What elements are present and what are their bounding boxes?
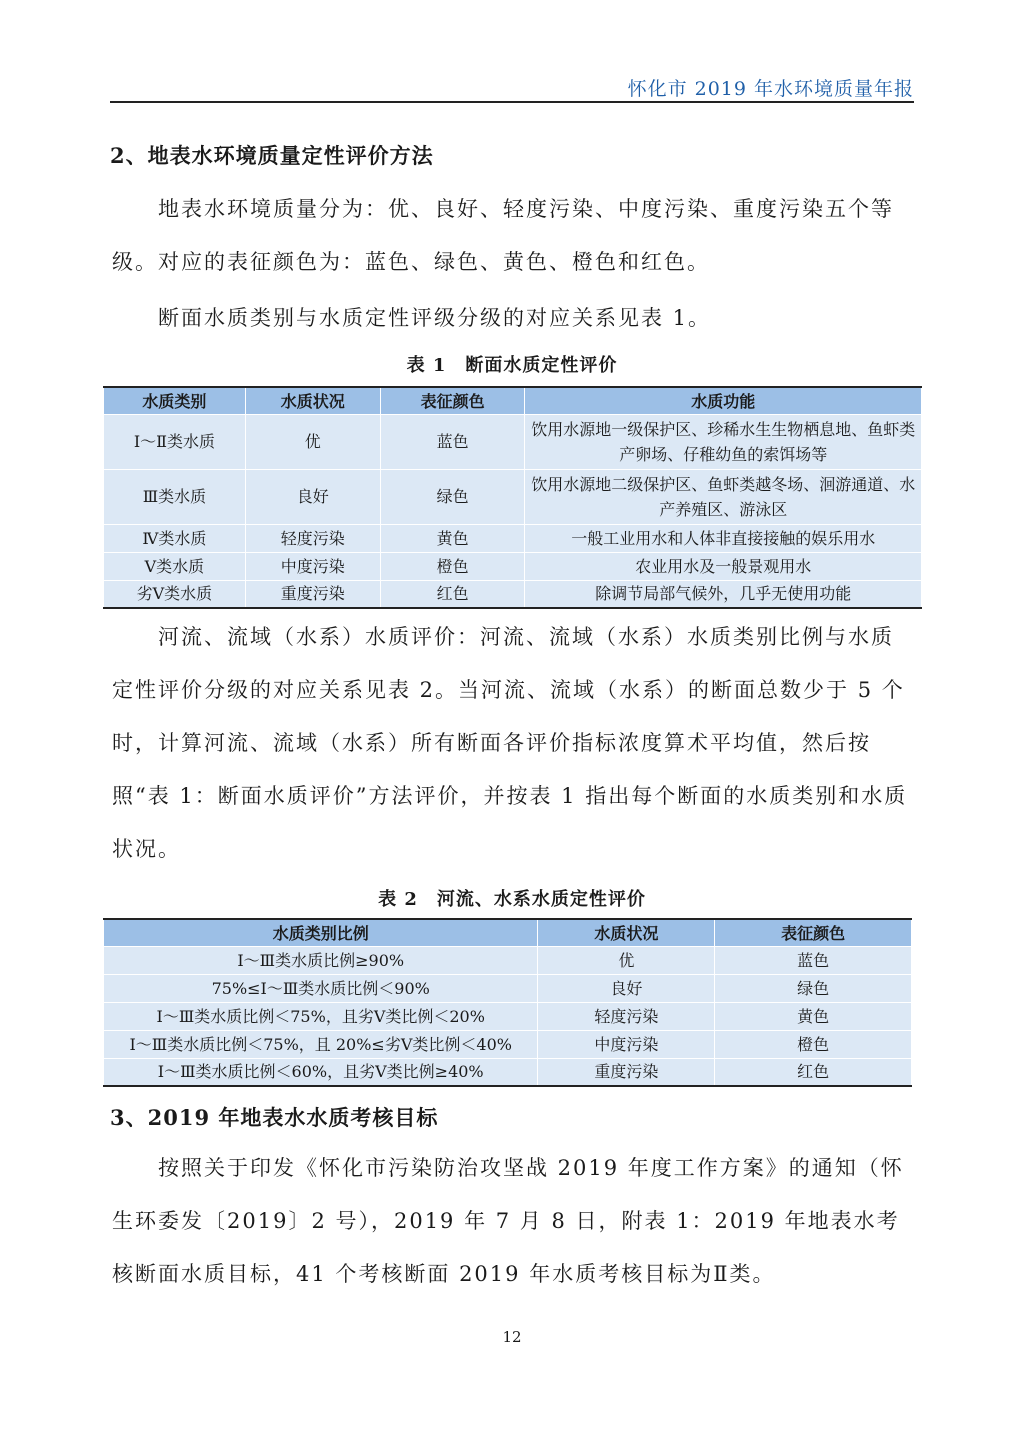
table2-cell: 黄色 <box>715 1002 912 1030</box>
table2-header: 表征颜色 <box>715 919 912 946</box>
table1-header: 水质功能 <box>525 387 922 414</box>
table-row <box>104 552 922 580</box>
section2-paragraph-1: 地表水环境质量分为：优、良好、轻度污染、中度污染、重度污染五个等级。对应的表征颜色为：蓝色、绿色、黄色、橙色和红色。 <box>112 197 894 274</box>
table1-cell: 重度污染 <box>245 580 380 608</box>
section3-paragraph: 按照关于印发《怀化市污染防治攻坚战 2019 年度工作方案》的通知（怀生环委发〔2019〕2 号），2019 年 7 月 8 日，附表 1：2019 年地表水考核断面水质目标，41 个考核断面 2019 年水质考核目标为Ⅱ类。 <box>112 1156 904 1286</box>
table2-cell: Ⅰ～Ⅲ类水质比例＜75%，且劣Ⅴ类比例＜20% <box>104 1002 538 1030</box>
table-row <box>104 974 912 1002</box>
table1-cell: 农业用水及一般景观用水 <box>525 552 922 580</box>
section3-heading: 3、2019 年地表水水质考核目标 <box>110 1105 439 1130</box>
table1-cell: Ⅳ类水质 <box>104 524 246 552</box>
table1-cell: 优 <box>245 414 380 469</box>
table1-cell: 劣Ⅴ类水质 <box>104 580 246 608</box>
page-header-title: 怀化市 2019 年水环境质量年报 <box>627 78 914 100</box>
header-rule <box>110 101 914 103</box>
table2-cell: 橙色 <box>715 1030 912 1058</box>
table1-caption: 表 1 断面水质定性评价 <box>406 355 618 376</box>
table1-cell: 绿色 <box>380 469 525 524</box>
table1-cell: Ⅴ类水质 <box>104 552 246 580</box>
table1-cell: 红色 <box>380 580 525 608</box>
table1-header: 表征颜色 <box>380 387 525 414</box>
table2-header: 水质类别比例 <box>104 919 538 946</box>
table1-header: 水质类别 <box>104 387 246 414</box>
table-row <box>104 1002 912 1030</box>
table2-cell: 优 <box>538 946 715 974</box>
table2-cell: 重度污染 <box>538 1058 715 1086</box>
table1-cell: 饮用水源地二级保护区、鱼虾类越冬场、洄游通道、水产养殖区、游泳区 <box>525 469 922 524</box>
table2-cell: 红色 <box>715 1058 912 1086</box>
page-number: 12 <box>502 1328 522 1346</box>
table2-cell: Ⅰ～Ⅲ类水质比例＜60%，且劣Ⅴ类比例≥40% <box>104 1058 538 1086</box>
table-row <box>104 524 922 552</box>
table1-cell: 一般工业用水和人体非直接接触的娱乐用水 <box>525 524 922 552</box>
table-row <box>104 414 922 469</box>
table2 <box>103 918 912 1087</box>
table1-cell: 除调节局部气候外，几乎无使用功能 <box>525 580 922 608</box>
table1-header: 水质状况 <box>245 387 380 414</box>
table2-cell: 良好 <box>538 974 715 1002</box>
table1-cell: Ⅲ类水质 <box>104 469 246 524</box>
table1-cell: 黄色 <box>380 524 525 552</box>
table2-header: 水质状况 <box>538 919 715 946</box>
table1-cell: 蓝色 <box>380 414 525 469</box>
table-row <box>104 1030 912 1058</box>
table-row <box>104 580 922 608</box>
table-row <box>104 1058 912 1086</box>
table2-cell: 轻度污染 <box>538 1002 715 1030</box>
table-row <box>104 469 922 524</box>
table1-cell: Ⅰ～Ⅱ类水质 <box>104 414 246 469</box>
section2-paragraph-2: 断面水质类别与水质定性评级分级的对应关系见表 1。 <box>158 306 712 330</box>
table2-cell: Ⅰ～Ⅲ类水质比例≥90% <box>104 946 538 974</box>
table-row <box>104 946 912 974</box>
table2-caption: 表 2 河流、水系水质定性评价 <box>378 889 646 910</box>
table2-cell: Ⅰ～Ⅲ类水质比例＜75%，且 20%≤劣Ⅴ类比例＜40% <box>104 1030 538 1058</box>
table1 <box>103 386 922 609</box>
table2-cell: 中度污染 <box>538 1030 715 1058</box>
table2-cell: 75%≤Ⅰ～Ⅲ类水质比例＜90% <box>104 974 538 1002</box>
table1-cell: 良好 <box>245 469 380 524</box>
section2-heading: 2、地表水环境质量定性评价方法 <box>110 143 434 168</box>
table2-cell: 绿色 <box>715 974 912 1002</box>
table2-cell: 蓝色 <box>715 946 912 974</box>
table1-cell: 橙色 <box>380 552 525 580</box>
river-evaluation-paragraph: 河流、流域（水系）水质评价：河流、流域（水系）水质类别比例与水质定性评价分级的对应关系见表 2。当河流、流域（水系）的断面总数少于 5 个时，计算河流、流域（水系）所有断面各评价指标浓度算术平均值，然后按照“表 1：断面水质评价”方法评价，并按表 1 指出每个断面的水质类别和水质状况。 <box>112 625 908 861</box>
table1-cell: 轻度污染 <box>245 524 380 552</box>
table1-cell: 中度污染 <box>245 552 380 580</box>
table1-cell: 饮用水源地一级保护区、珍稀水生生物栖息地、鱼虾类产卵场、仔稚幼鱼的索饵场等 <box>525 414 922 469</box>
